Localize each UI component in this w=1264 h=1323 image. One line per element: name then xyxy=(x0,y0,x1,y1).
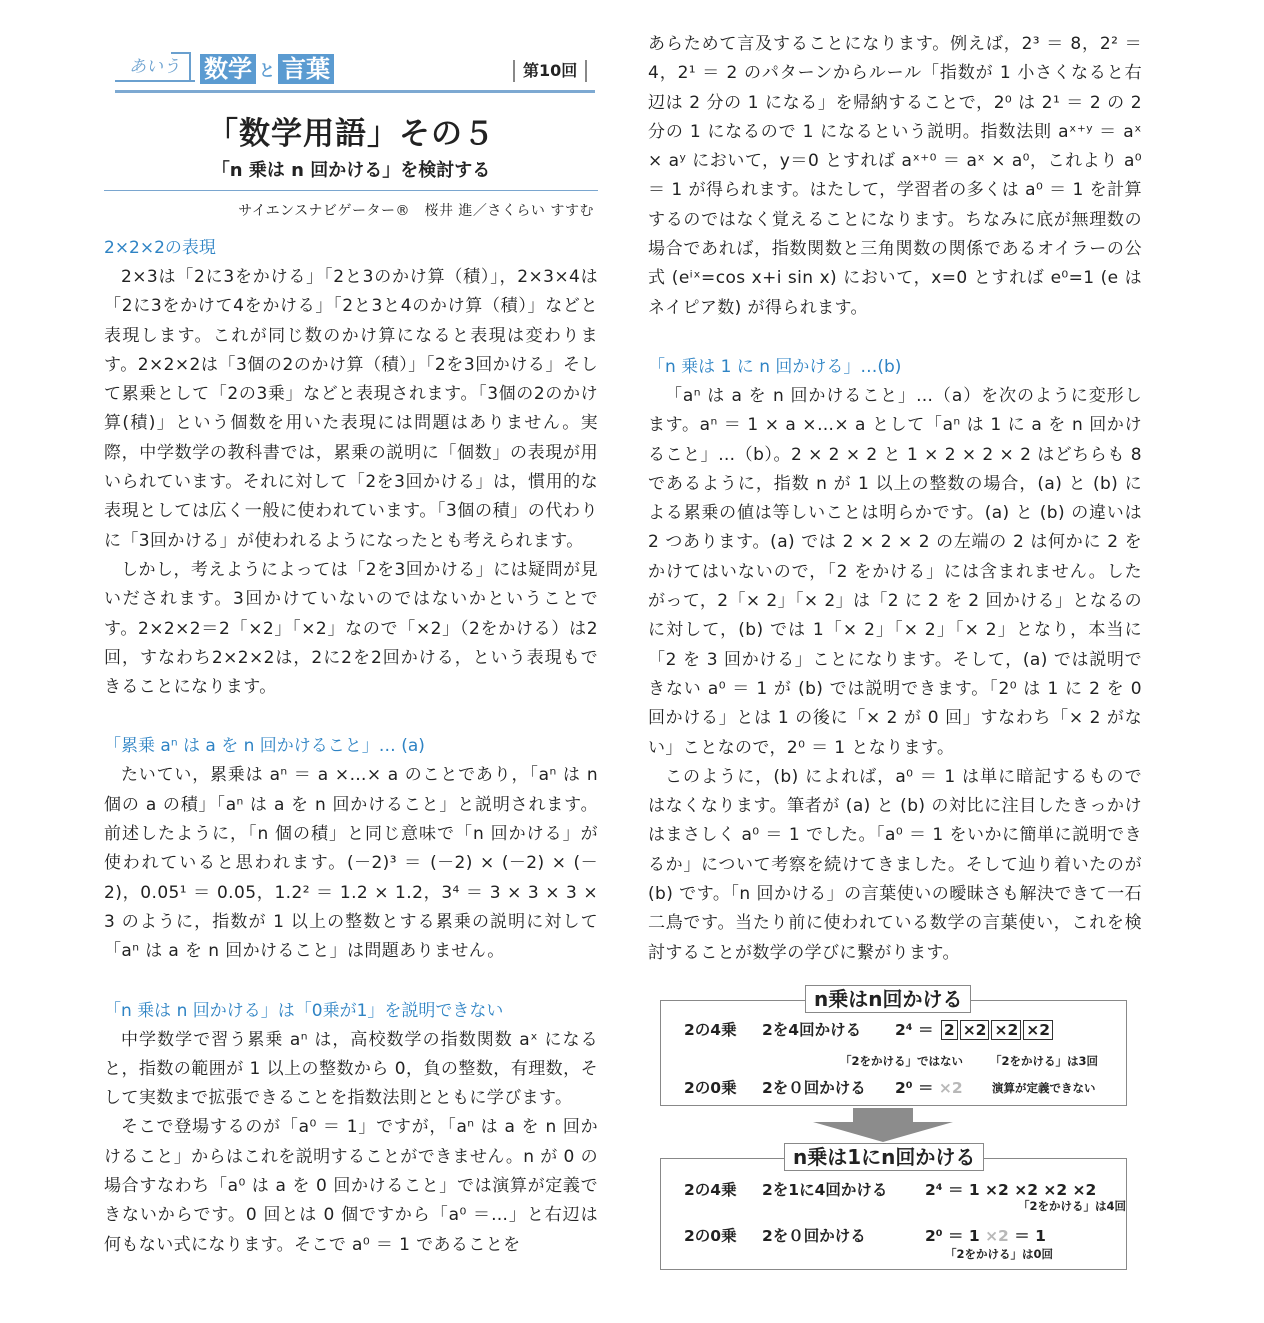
paragraph: 2×3は「2に3をかける」「2と3のかけ算（積）」，2×3×4は「2に3をかけて4をかける」「2と3と4のかけ算（積）」などと表現します。これが同じ数のかけ算になると表現は変わります。2×2×2は「3個の2のかけ算（積）」「2を3回かける」そして累乗として「2の3乗」などと表現されます。「3個の2のかけ算(積)」という個数を用いた表現には問題はありません。実際，中学数学の教科書では，累乗の説明に「個数」の表現が用いられています。それに対して「2を3回かける」は，慣用的な表現としては広く一般に使われています。「3個の積」の代わりに「3回かける」が使われるようになったとも考えられます。 xyxy=(104,267,598,551)
diagram-b-row1-expr: 2⁴ ＝ 1 ×2 ×2 ×2 ×2 xyxy=(925,1181,1097,1199)
right-column xyxy=(648,30,1142,968)
series-title-part2: 言葉 xyxy=(278,54,334,84)
issue-number: 第10回 xyxy=(513,60,587,82)
diagram-b-row2-lhs: 2⁰ ＝ 1 xyxy=(925,1227,980,1245)
diagram-a-row2-gray-term: ×2 xyxy=(938,1079,963,1097)
paragraph: 「aⁿ は a を n 回かけること」…（a）を次のように変形します。aⁿ ＝ 1 × a ×…× a として「aⁿ は 1 に a を n 回かけること」…（b）。2 × 2 × 2 と 1 × 2 × 2 × 2 はどちらも 8 であるように，指数 n が 1 以上の整数の場合，(a) と (b) による累乗の値は等しいことは明らかです。(a) と (b) の違いは 2 つあります。(a) では 2 × 2 × 2 の左端の 2 は何かに 2 をかけてはいないので，「2 をかける」には含まれません。したがって，2「× 2」「× 2」は「2 に 2 を 2 回かける」となるのに対して，(b) では 1「× 2」「× 2」「× 2」となり，本当に「2 を 3 回かける」ことになります。そして，(a) では説明できない a⁰ ＝ 1 が (b) では説明できます。「2⁰ は 1 に 2 を 0 回かける」とは 1 の後に「× 2 が 0 回」すなわち「× 2 がない」ことなので，2⁰ ＝ 1 となります。 xyxy=(648,385,1142,758)
diagram-a-term: ×2 xyxy=(991,1020,1021,1040)
diagram-box-a-title: n乗はn回かける xyxy=(805,985,971,1013)
section-heading: 「n 乗は 1 に n 回かける」…(b) xyxy=(648,356,902,377)
diagram-b-row2-expr xyxy=(925,1224,1046,1246)
diagram-a-term: ×2 xyxy=(1023,1020,1053,1040)
diagram-a-row1-label: 2の4乗 xyxy=(684,1021,737,1039)
diagram-a-row1-expr xyxy=(895,1018,1053,1040)
diagram-box-b-title: n乗は1にn回かける xyxy=(784,1143,984,1171)
series-title-part1: 数学 xyxy=(200,54,256,84)
paragraph: たいてい，累乗は aⁿ ＝ a ×…× a のことであり，「aⁿ は n 個の a の積」「aⁿ は a を n 回かけること」と説明されます。前述したように，「n 個の積」と同じ意味で「n 回かける」が使われていると思われます。(－2)³ ＝ (－2) × (－2) × (－2)，0.05¹ ＝ 0.05，1.2² ＝ 1.2 × 1.2，3⁴ ＝ 3 × 3 × 3 × 3 のように，指数が 1 以上の整数とする累乗の説明に対して「aⁿ は a を n 回かけること」は問題ありません。 xyxy=(104,765,598,962)
title-divider xyxy=(104,190,598,191)
diagram-b-row2-label: 2の0乗 xyxy=(684,1227,737,1245)
diagram-b-row1-desc: 2を1に4回かける xyxy=(762,1181,888,1199)
paragraph: このように，(b) によれば，a⁰ ＝ 1 は単に暗記するものではなくなります。筆者が (a) と (b) の対比に注目したきっかけはまさしく a⁰ ＝ 1 でした。「a⁰ ＝ 1 をいかに簡単に説明できるか」について考察を続けてきました。そして辿り着いたのが (b) です。「n 回かける」の言葉使いの曖昧さも解決できて一石二鳥です。当たり前に使われている数学の言葉使い，これを検討することが数学の学びに繋がります。 xyxy=(648,766,1142,963)
diagram-b-row2-desc: 2を０回かける xyxy=(762,1227,866,1245)
diagram-a-row2-expr xyxy=(895,1076,963,1098)
article-title: 「数学用語」その５ xyxy=(207,116,495,152)
diagram-a-term: 2 xyxy=(941,1020,958,1040)
left-column xyxy=(104,233,598,1260)
down-arrow-icon xyxy=(813,1108,953,1142)
paragraph: そこで登場するのが「a⁰ ＝ 1」ですが，「aⁿ は a を n 回かけること」からはこれを説明することができません。n が 0 の場合すなわち「a⁰ は a を 0 回かけること」では演算が定義できないからです。0 回とは 0 個ですから「a⁰ ＝…」と右辺は何もない式になります。そこで a⁰ ＝ 1 であることを xyxy=(104,1117,598,1255)
diagram-a-row1-lhs: 2⁴ ＝ xyxy=(895,1021,934,1039)
article-subtitle: 「n 乗は n 回かける」を検討する xyxy=(211,160,491,181)
diagram-a-term: ×2 xyxy=(960,1020,990,1040)
diagram-b-row1-note: 「2をかける」は4回 xyxy=(1018,1199,1127,1213)
series-header xyxy=(115,50,595,98)
paragraph: しかし，考えようによっては「2を3回かける」には疑問が見いだされます。3回かけていないのではないかということです。2×2×2＝2「×2」「×2」なので「×2」（2をかける）は2回，すなわち2×2×2は，2に2を2回かける，という表現もできることになります。 xyxy=(104,559,598,698)
diagram-a-note2: 「2をかける」は3回 xyxy=(990,1054,1099,1068)
series-logo xyxy=(115,50,195,94)
diagram-a-row2-label: 2の0乗 xyxy=(684,1079,737,1097)
logo-text: あいう xyxy=(129,57,180,77)
section-heading: 「n 乗は n 回かける」は「0乗が1」を説明できない xyxy=(104,1000,504,1021)
logo-underline xyxy=(115,80,195,82)
paragraph: 中学数学で習う累乗 aⁿ は，高校数学の指数関数 aˣ になると，指数の範囲が 1 以上の整数から 0，負の整数，有理数，そして実数まで拡張できることを指数法則とともに学びます。 xyxy=(104,1029,598,1109)
diagram-b-row2-gray-term: ×2 xyxy=(985,1227,1009,1245)
section-heading: 「累乗 aⁿ は a を n 回かけること」… (a) xyxy=(104,736,425,757)
diagram-a-row2-desc: 2を０回かける xyxy=(762,1079,866,1097)
series-title xyxy=(200,54,334,84)
diagram-b-row2-note: 「2をかける」は0回 xyxy=(945,1247,1054,1261)
diagram-a-row1-desc: 2を4回かける xyxy=(762,1021,862,1039)
series-title-joiner: と xyxy=(259,60,276,80)
diagram-a-row2-note: 演算が定義できない xyxy=(992,1081,1096,1095)
diagram-b-row2-rhs: ＝ 1 xyxy=(1014,1227,1046,1245)
paragraph: あらためて言及することになります。例えば，2³ ＝ 8，2² ＝ 4，2¹ ＝ 2 のパターンからルール「指数が 1 小さくなると右辺は 2 分の 1 になる」を帰納することで，2⁰ は 2¹ ＝ 2 の 2 分の 1 になるので 1 になるという説明。指数法則 aˣ⁺ʸ ＝ aˣ × aʸ において，y＝0 とすれば aˣ⁺⁰ ＝ aˣ × a⁰，これより a⁰ ＝ 1 が得られます。はたして，学習者の多くは a⁰ ＝ 1 を計算するのではなく覚えることになります。ちなみに底が無理数の場合であれば，指数関数と三角関数の関係であるオイラーの公式 (eⁱˣ=cos x+i sin x) において，x=0 とすれば e⁰=1 (e はネイピア数) が得られます。 xyxy=(648,34,1142,318)
diagram-a-note1: 「2をかける」ではない xyxy=(840,1054,964,1068)
diagram-b-row1-label: 2の4乗 xyxy=(684,1181,737,1199)
section-heading: 2×2×2の表現 xyxy=(104,238,216,258)
diagram-a-row2-lhs: 2⁰ ＝ xyxy=(895,1079,934,1097)
header-rule xyxy=(115,90,595,93)
logo-bracket-shape xyxy=(171,52,191,82)
diagram-box-b xyxy=(660,1158,1127,1270)
author-byline: サイエンスナビゲーター® 桜井 進／さくらい すすむ xyxy=(238,203,594,219)
